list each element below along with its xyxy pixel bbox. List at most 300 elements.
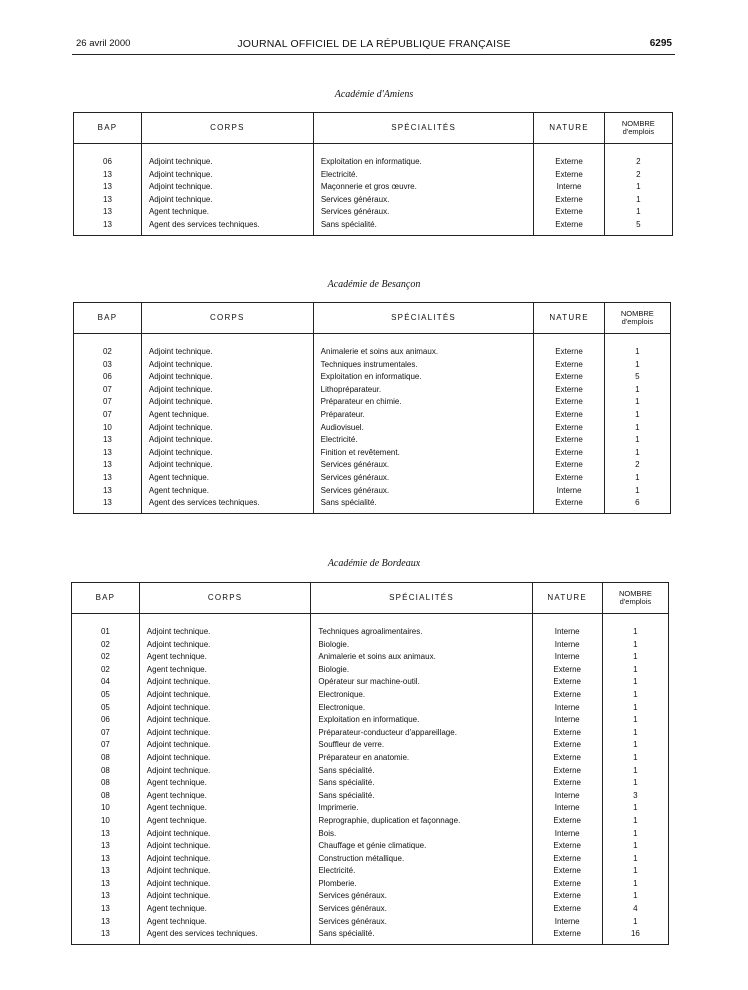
table-row	[72, 739, 669, 752]
corps-cell: Agent des services techniques.	[141, 219, 313, 235]
nature-cell: Externe	[532, 689, 602, 702]
corps-cell: Adjoint technique.	[139, 727, 311, 740]
nombre-cell: 16	[602, 928, 668, 944]
spacer-row	[72, 614, 669, 627]
nombre-cell: 1	[604, 194, 672, 207]
nombre-cell: 1	[602, 664, 668, 677]
bap-cell: 10	[72, 815, 140, 828]
bap-cell: 13	[72, 853, 140, 866]
nature-cell: Externe	[532, 676, 602, 689]
specialite-cell: Electricité.	[313, 434, 534, 447]
nature-cell: Interne	[534, 485, 604, 498]
corps-cell: Agent technique.	[141, 409, 313, 422]
spacer-row	[74, 334, 671, 347]
table-row	[72, 903, 669, 916]
specialite-cell: Plomberie.	[311, 878, 532, 891]
corps-cell: Adjoint technique.	[141, 194, 313, 207]
specialite-cell: Animalerie et soins aux animaux.	[311, 651, 532, 664]
table-row	[72, 828, 669, 841]
bap-cell: 02	[72, 651, 140, 664]
table-row	[72, 651, 669, 664]
table-row	[74, 359, 671, 372]
header-rule	[72, 54, 675, 55]
bap-cell: 13	[74, 472, 142, 485]
nature-cell: Externe	[534, 497, 604, 513]
nature-cell: Interne	[532, 702, 602, 715]
table-row	[72, 714, 669, 727]
table-besancon	[73, 302, 671, 514]
table-row	[74, 194, 673, 207]
bap-cell: 13	[72, 903, 140, 916]
nature-cell: Externe	[532, 840, 602, 853]
nature-cell: Interne	[532, 626, 602, 639]
nature-cell: Externe	[534, 409, 604, 422]
corps-cell: Adjoint technique.	[139, 626, 311, 639]
col-nature-header: NATURE	[534, 113, 604, 144]
spacer-cell	[602, 614, 668, 627]
specialite-cell: Exploitation en informatique.	[313, 371, 534, 384]
corps-cell: Agent technique.	[139, 903, 311, 916]
nombre-cell: 1	[602, 689, 668, 702]
section-title: Académie de Besançon	[327, 279, 421, 290]
table-row	[74, 181, 673, 194]
nombre-cell: 2	[604, 459, 670, 472]
emplois-label: d'emplois	[622, 127, 655, 136]
bap-cell: 07	[72, 727, 140, 740]
corps-cell: Adjoint technique.	[141, 384, 313, 397]
page-date: 26 avril 2000	[76, 38, 131, 49]
specialite-cell: Animalerie et soins aux animaux.	[313, 346, 534, 359]
nombre-label: NOMBRE	[621, 119, 655, 128]
spacer-cell	[313, 334, 534, 347]
specialite-cell: Bois.	[311, 828, 532, 841]
nature-cell: Interne	[532, 714, 602, 727]
corps-cell: Agent technique.	[139, 815, 311, 828]
specialite-cell: Sans spécialité.	[311, 928, 532, 944]
bap-cell: 13	[74, 497, 142, 513]
bap-cell: 13	[74, 181, 142, 194]
bap-cell: 13	[72, 865, 140, 878]
nature-cell: Interne	[532, 639, 602, 652]
nature-cell: Externe	[532, 765, 602, 778]
bap-cell: 13	[72, 840, 140, 853]
corps-cell: Adjoint technique.	[139, 765, 311, 778]
bap-cell: 02	[72, 639, 140, 652]
corps-cell: Adjoint technique.	[139, 739, 311, 752]
table-row	[72, 878, 669, 891]
col-nature-header: NATURE	[534, 303, 604, 334]
bap-cell: 06	[74, 156, 142, 169]
spacer-cell	[313, 144, 534, 157]
nombre-cell: 1	[604, 422, 670, 435]
spacer-cell	[74, 144, 142, 157]
nature-cell: Externe	[532, 928, 602, 944]
corps-cell: Adjoint technique.	[141, 359, 313, 372]
specialite-cell: Préparateur-conducteur d'appareillage.	[311, 727, 532, 740]
nombre-cell: 1	[602, 840, 668, 853]
nombre-cell: 1	[602, 714, 668, 727]
bap-cell: 13	[72, 928, 140, 944]
nature-cell: Externe	[534, 422, 604, 435]
specialite-cell: Sans spécialité.	[311, 765, 532, 778]
nature-cell: Interne	[532, 916, 602, 929]
nature-cell: Externe	[532, 853, 602, 866]
specialite-cell: Sans spécialité.	[313, 497, 534, 513]
nombre-cell: 1	[602, 865, 668, 878]
nature-cell: Interne	[532, 790, 602, 803]
corps-cell: Adjoint technique.	[141, 156, 313, 169]
corps-cell: Adjoint technique.	[141, 169, 313, 182]
table-row	[74, 472, 671, 485]
bap-cell: 03	[74, 359, 142, 372]
table-row	[72, 639, 669, 652]
nature-cell: Externe	[534, 169, 604, 182]
corps-cell: Adjoint technique.	[141, 396, 313, 409]
nombre-label: NOMBRE	[620, 309, 654, 318]
bap-cell: 07	[72, 739, 140, 752]
nombre-cell: 1	[602, 777, 668, 790]
nombre-cell: 1	[604, 181, 672, 194]
table-row	[74, 371, 671, 384]
spacer-cell	[74, 334, 142, 347]
nature-cell: Externe	[534, 156, 604, 169]
nature-cell: Externe	[534, 359, 604, 372]
nombre-cell: 1	[602, 739, 668, 752]
table-row	[72, 890, 669, 903]
spacer-cell	[141, 144, 313, 157]
specialite-cell: Opérateur sur machine-outil.	[311, 676, 532, 689]
specialite-cell: Imprimerie.	[311, 802, 532, 815]
nature-cell: Interne	[532, 651, 602, 664]
table-row	[74, 384, 671, 397]
nature-cell: Externe	[534, 371, 604, 384]
nombre-cell: 3	[602, 790, 668, 803]
corps-cell: Adjoint technique.	[139, 689, 311, 702]
table-row	[72, 765, 669, 778]
corps-cell: Adjoint technique.	[141, 181, 313, 194]
table-row	[74, 422, 671, 435]
table-bordeaux	[71, 582, 669, 945]
specialite-cell: Techniques agroalimentaires.	[311, 626, 532, 639]
bap-cell: 02	[72, 664, 140, 677]
nombre-cell: 1	[602, 878, 668, 891]
nature-cell: Interne	[532, 802, 602, 815]
bap-cell: 13	[74, 434, 142, 447]
specialite-cell: Préparateur en chimie.	[313, 396, 534, 409]
corps-cell: Agent technique.	[141, 206, 313, 219]
bap-cell: 10	[74, 422, 142, 435]
bap-cell: 07	[74, 409, 142, 422]
bap-cell: 13	[74, 459, 142, 472]
specialite-cell: Chauffage et génie climatique.	[311, 840, 532, 853]
table-row	[72, 664, 669, 677]
nombre-cell: 6	[604, 497, 670, 513]
specialite-cell: Biologie.	[311, 664, 532, 677]
bap-cell: 07	[74, 396, 142, 409]
spacer-cell	[72, 614, 140, 627]
spacer-cell	[532, 614, 602, 627]
col-corps-header: CORPS	[139, 583, 311, 614]
specialite-cell: Services généraux.	[311, 890, 532, 903]
corps-cell: Adjoint technique.	[141, 371, 313, 384]
corps-cell: Adjoint technique.	[141, 459, 313, 472]
nombre-cell: 1	[604, 447, 670, 460]
col-nature-header: NATURE	[532, 583, 602, 614]
section-title: Académie d'Amiens	[334, 89, 414, 100]
nature-cell: Externe	[532, 739, 602, 752]
nature-cell: Externe	[534, 219, 604, 235]
table-row	[74, 156, 673, 169]
table-row	[72, 928, 669, 944]
specialite-cell: Sans spécialité.	[311, 790, 532, 803]
table-row	[72, 840, 669, 853]
nombre-cell: 5	[604, 219, 672, 235]
bap-cell: 02	[74, 346, 142, 359]
table-amiens	[73, 112, 673, 236]
nature-cell: Externe	[534, 447, 604, 460]
nature-cell: Externe	[534, 384, 604, 397]
table-row	[72, 752, 669, 765]
specialite-cell: Exploitation en informatique.	[313, 156, 534, 169]
specialite-cell: Préparateur.	[313, 409, 534, 422]
corps-cell: Agent technique.	[139, 651, 311, 664]
nature-cell: Externe	[532, 865, 602, 878]
bap-cell: 07	[74, 384, 142, 397]
spacer-cell	[604, 334, 670, 347]
specialite-cell: Services généraux.	[311, 916, 532, 929]
nombre-cell: 1	[604, 485, 670, 498]
corps-cell: Adjoint technique.	[139, 840, 311, 853]
table-row	[74, 396, 671, 409]
nombre-cell: 1	[602, 626, 668, 639]
col-bap-header: BAP	[74, 303, 142, 334]
specialite-cell: Services généraux.	[313, 194, 534, 207]
specialite-cell: Services généraux.	[313, 206, 534, 219]
specialite-cell: Sans spécialité.	[311, 777, 532, 790]
table-body	[72, 614, 669, 945]
corps-cell: Agent technique.	[139, 777, 311, 790]
nature-cell: Externe	[532, 777, 602, 790]
nombre-cell: 5	[604, 371, 670, 384]
corps-cell: Adjoint technique.	[141, 447, 313, 460]
emplois-label: d'emplois	[621, 317, 654, 326]
nombre-cell: 1	[604, 346, 670, 359]
nombre-cell: 1	[602, 815, 668, 828]
nature-cell: Externe	[532, 878, 602, 891]
table-row	[72, 790, 669, 803]
nombre-cell: 1	[602, 651, 668, 664]
nombre-cell: 2	[604, 156, 672, 169]
specialite-cell: Electricité.	[311, 865, 532, 878]
bap-cell: 13	[74, 206, 142, 219]
spacer-cell	[311, 614, 532, 627]
spacer-cell	[534, 144, 604, 157]
bap-cell: 06	[74, 371, 142, 384]
table-row	[74, 409, 671, 422]
nombre-cell: 1	[604, 206, 672, 219]
specialite-cell: Finition et revêtement.	[313, 447, 534, 460]
corps-cell: Adjoint technique.	[139, 865, 311, 878]
specialite-cell: Reprographie, duplication et façonnage.	[311, 815, 532, 828]
table-row	[72, 676, 669, 689]
table-row	[74, 459, 671, 472]
table-row	[72, 626, 669, 639]
col-nombre-header	[604, 113, 672, 144]
corps-cell: Adjoint technique.	[139, 890, 311, 903]
corps-cell: Adjoint technique.	[139, 828, 311, 841]
specialite-cell: Souffleur de verre.	[311, 739, 532, 752]
spacer-cell	[141, 334, 313, 347]
emplois-label: d'emplois	[619, 597, 652, 606]
col-bap-header: BAP	[72, 583, 140, 614]
table-row	[72, 727, 669, 740]
table-row	[72, 853, 669, 866]
col-corps-header: CORPS	[141, 303, 313, 334]
bap-cell: 10	[72, 802, 140, 815]
specialite-cell: Services généraux.	[313, 459, 534, 472]
nombre-cell: 1	[602, 802, 668, 815]
nature-cell: Externe	[532, 903, 602, 916]
table-row	[72, 815, 669, 828]
nature-cell: Externe	[534, 459, 604, 472]
col-specialites-header: SPÉCIALITÉS	[311, 583, 532, 614]
corps-cell: Adjoint technique.	[139, 676, 311, 689]
nature-cell: Externe	[532, 815, 602, 828]
corps-cell: Agent technique.	[139, 790, 311, 803]
nature-cell: Externe	[534, 434, 604, 447]
bap-cell: 13	[74, 485, 142, 498]
page-number: 6295	[649, 38, 672, 49]
corps-cell: Agent technique.	[141, 472, 313, 485]
specialite-cell: Maçonnerie et gros œuvre.	[313, 181, 534, 194]
bap-cell: 08	[72, 777, 140, 790]
corps-cell: Agent technique.	[139, 664, 311, 677]
col-corps-header: CORPS	[141, 113, 313, 144]
nature-cell: Externe	[534, 472, 604, 485]
specialite-cell: Services généraux.	[313, 485, 534, 498]
bap-cell: 13	[74, 194, 142, 207]
specialite-cell: Exploitation en informatique.	[311, 714, 532, 727]
table-row	[74, 447, 671, 460]
bap-cell: 13	[72, 828, 140, 841]
specialite-cell: Electronique.	[311, 689, 532, 702]
specialite-cell: Construction métallique.	[311, 853, 532, 866]
bap-cell: 13	[74, 219, 142, 235]
table-row	[72, 802, 669, 815]
corps-cell: Adjoint technique.	[139, 752, 311, 765]
nombre-cell: 1	[604, 384, 670, 397]
specialite-cell: Biologie.	[311, 639, 532, 652]
table-body	[74, 334, 671, 514]
nature-cell: Interne	[532, 828, 602, 841]
corps-cell: Adjoint technique.	[139, 878, 311, 891]
col-bap-header: BAP	[74, 113, 142, 144]
specialite-cell: Sans spécialité.	[313, 219, 534, 235]
specialite-cell: Lithopréparateur.	[313, 384, 534, 397]
corps-cell: Agent des services techniques.	[139, 928, 311, 944]
table-row	[72, 689, 669, 702]
nature-cell: Externe	[532, 890, 602, 903]
table-row	[74, 346, 671, 359]
corps-cell: Adjoint technique.	[141, 346, 313, 359]
nature-cell: Externe	[534, 194, 604, 207]
nature-cell: Externe	[534, 396, 604, 409]
bap-cell: 08	[72, 765, 140, 778]
nombre-cell: 1	[604, 472, 670, 485]
spacer-cell	[139, 614, 311, 627]
col-nombre-header	[604, 303, 670, 334]
corps-cell: Adjoint technique.	[141, 434, 313, 447]
specialite-cell: Electronique.	[311, 702, 532, 715]
spacer-cell	[604, 144, 672, 157]
specialite-cell: Techniques instrumentales.	[313, 359, 534, 372]
specialite-cell: Electricité.	[313, 169, 534, 182]
specialite-cell: Services généraux.	[313, 472, 534, 485]
corps-cell: Agent technique.	[139, 916, 311, 929]
table-row	[72, 865, 669, 878]
table-row	[72, 777, 669, 790]
nombre-label: NOMBRE	[618, 589, 652, 598]
bap-cell: 13	[74, 447, 142, 460]
nombre-cell: 1	[604, 434, 670, 447]
table-row	[72, 702, 669, 715]
corps-cell: Agent technique.	[141, 485, 313, 498]
specialite-cell: Services généraux.	[311, 903, 532, 916]
nombre-cell: 1	[602, 890, 668, 903]
corps-cell: Adjoint technique.	[139, 853, 311, 866]
corps-cell: Adjoint technique.	[139, 714, 311, 727]
spacer-row	[74, 144, 673, 157]
table-row	[74, 485, 671, 498]
specialite-cell: Audiovisuel.	[313, 422, 534, 435]
col-nombre-header	[602, 583, 668, 614]
corps-cell: Adjoint technique.	[139, 639, 311, 652]
nombre-cell: 1	[604, 396, 670, 409]
specialite-cell: Préparateur en anatomie.	[311, 752, 532, 765]
nombre-cell: 1	[602, 916, 668, 929]
corps-cell: Adjoint technique.	[139, 702, 311, 715]
nombre-cell: 1	[602, 765, 668, 778]
nature-cell: Externe	[532, 727, 602, 740]
table-row	[74, 219, 673, 235]
col-specialites-header: SPÉCIALITÉS	[313, 303, 534, 334]
bap-cell: 13	[72, 890, 140, 903]
bap-cell: 05	[72, 689, 140, 702]
nature-cell: Externe	[534, 206, 604, 219]
bap-cell: 13	[74, 169, 142, 182]
nombre-cell: 1	[602, 727, 668, 740]
nombre-cell: 1	[602, 702, 668, 715]
table-row	[74, 206, 673, 219]
nature-cell: Externe	[534, 346, 604, 359]
table-row	[72, 916, 669, 929]
nature-cell: Interne	[534, 181, 604, 194]
nombre-cell: 1	[604, 359, 670, 372]
corps-cell: Adjoint technique.	[141, 422, 313, 435]
bap-cell: 05	[72, 702, 140, 715]
bap-cell: 13	[72, 878, 140, 891]
table-body	[74, 144, 673, 236]
table-row	[74, 434, 671, 447]
nature-cell: Externe	[532, 752, 602, 765]
nombre-cell: 4	[602, 903, 668, 916]
nombre-cell: 1	[602, 676, 668, 689]
bap-cell: 06	[72, 714, 140, 727]
corps-cell: Agent technique.	[139, 802, 311, 815]
nombre-cell: 1	[602, 639, 668, 652]
bap-cell: 08	[72, 752, 140, 765]
nombre-cell: 1	[602, 752, 668, 765]
